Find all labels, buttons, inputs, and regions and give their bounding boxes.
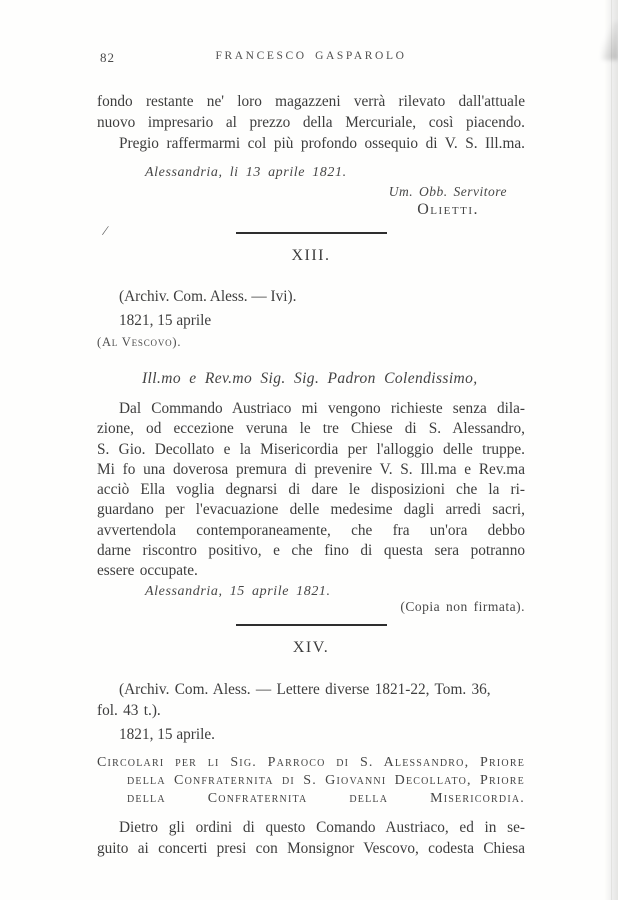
paragraph-line: zione, od eccezione veruna le tre Chiese di S. Alessandro, (97, 420, 525, 438)
paragraph-line: nuovo impresario al prezzo della Mercuriale, così piacendo. (97, 114, 525, 131)
circular-heading-line: della Confraternita della Misericordia. (127, 791, 525, 807)
archive-reference: (Archiv. Com. Aless. — Ivi). (119, 288, 297, 305)
signature-name: Olietti. (417, 201, 479, 218)
letter-date: 1821, 15 aprile. (119, 725, 216, 743)
copy-note: (Copia non firmata). (400, 598, 525, 614)
paragraph-line: guito ai concerti presi con Monsignor Vescovo, codesta Chiesa (97, 840, 525, 858)
section-divider (236, 624, 387, 626)
circular-heading-line: Circolari per li Sig. Parroco di S. Alessandro, Priore (97, 754, 525, 770)
stray-ink-mark: / (102, 223, 108, 240)
letter-xiii-body (97, 399, 525, 582)
letter-xii-end (97, 91, 525, 154)
paragraph-line: Dal Commando Austriaco mi vengono richieste senza dila- (119, 400, 525, 417)
circular-heading-line: della Confraternita di S. Giovanni Decollato, Priore (127, 772, 525, 788)
signature-block (97, 184, 525, 219)
circular-heading (97, 754, 525, 809)
section-divider (236, 232, 387, 234)
dateline: Alessandria, 15 aprile 1821. (145, 583, 331, 599)
page-edge-shadow (604, 0, 618, 900)
paragraph-line: Mi fo una doverosa premura di prevenire V. S. Ill.ma e Rev.ma (97, 460, 525, 478)
page-number: 82 (100, 50, 115, 65)
addressee-label: (Al Vescovo). (97, 335, 182, 349)
section-heading-xiii: XIII. (291, 247, 331, 264)
archive-reference (97, 679, 525, 721)
paragraph-line: Dietro gli ordini di questo Comando Austriaco, ed in se- (119, 819, 525, 837)
section-heading-xiv: XIV. (292, 638, 330, 656)
letter-xiv-body (97, 817, 525, 859)
page-edge-line (611, 0, 612, 900)
paragraph-line: avvertendola contemporaneamente, che fra un'ora debbo (97, 521, 525, 539)
corner-smudge-artifact (602, 22, 618, 60)
text-block (97, 0, 525, 859)
archive-reference-line: (Archiv. Com. Aless. — Lettere diverse 1821-22, Tom. 36, (119, 680, 491, 698)
paragraph-line: Pregio raffermarmi col più profondo ossequio di V. S. Ill.ma. (119, 135, 525, 152)
paragraph-line: fondo restante ne' loro magazzeni verrà rilevato dall'attuale (97, 93, 525, 110)
paragraph-line: essere occupate. (97, 562, 198, 580)
archive-reference-line: fol. 43 t.). (97, 701, 161, 719)
dateline: Alessandria, li 13 aprile 1821. (145, 165, 347, 180)
running-title: FRANCESCO GASPAROLO (215, 50, 407, 62)
paragraph-line: acciò Ella voglia degnarsi di dare le disposizioni che la ri- (97, 481, 525, 499)
salutation: Ill.mo e Rev.mo Sig. Sig. Padron Colendissimo, (142, 370, 478, 387)
paragraph-line: darne riscontro positivo, e che fino di questa sera potranno (97, 542, 525, 560)
page-header (97, 50, 525, 66)
letter-date: 1821, 15 aprile (119, 312, 212, 329)
paragraph-line: S. Gio. Decollato e la Misericordia per l'alloggio delle truppe. (97, 440, 525, 458)
paragraph-line: guardano per l'evacuazione delle medesime dagli arredi sacri, (97, 501, 525, 519)
signature-role: Um. Obb. Servitore (388, 184, 507, 199)
